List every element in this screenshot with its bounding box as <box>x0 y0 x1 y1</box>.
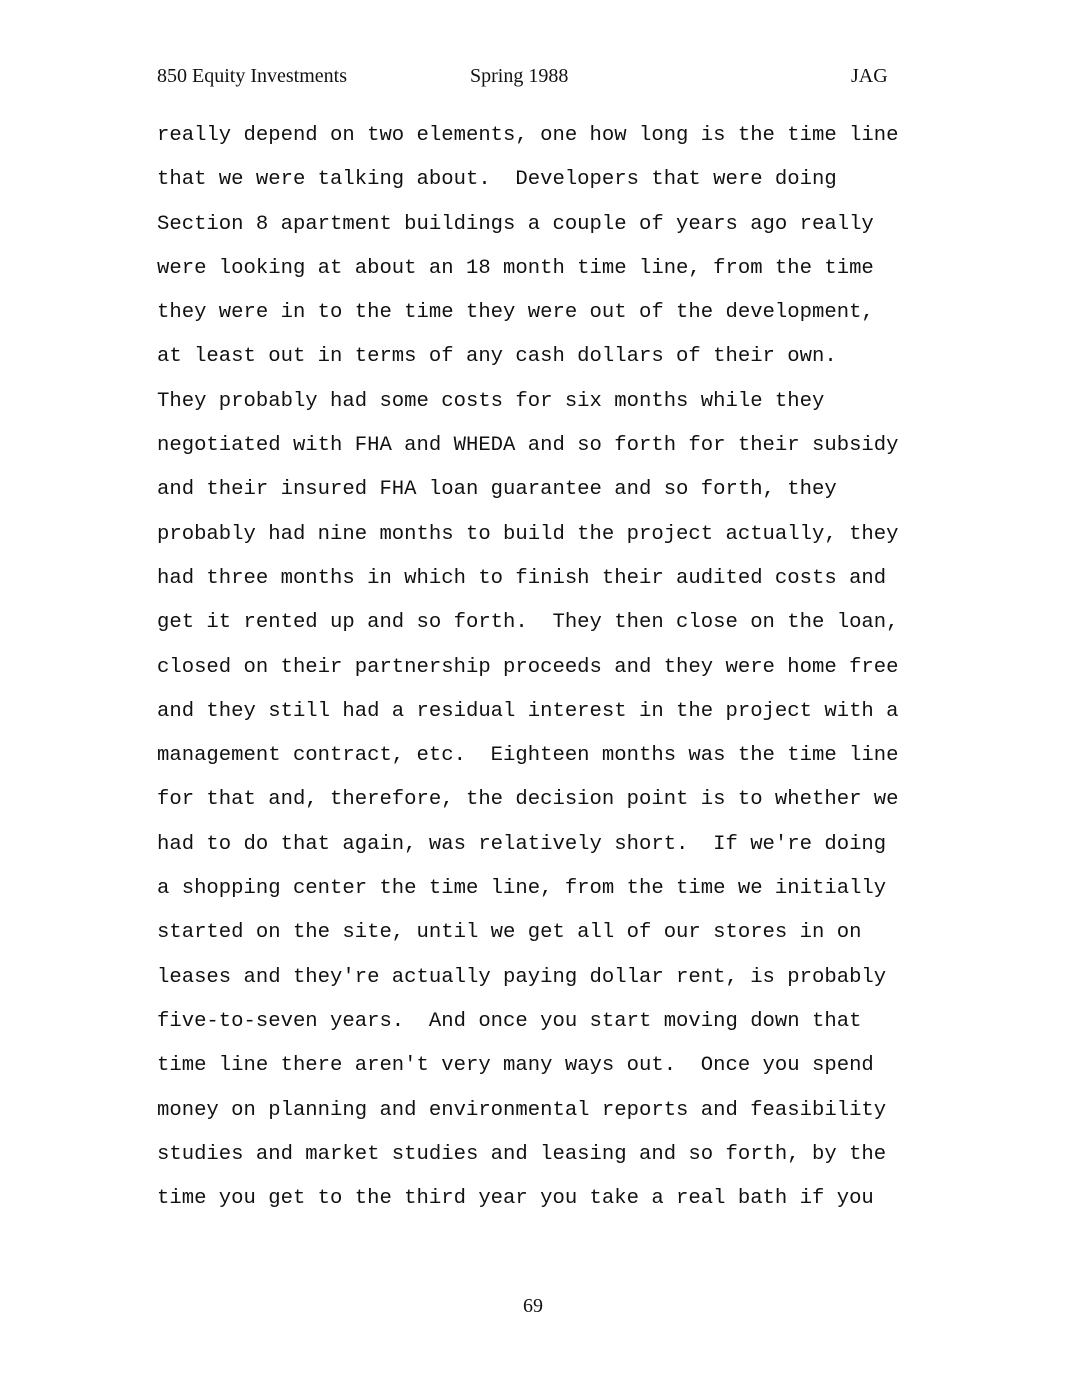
page-number: 69 <box>523 1295 543 1317</box>
header-term: Spring 1988 <box>470 65 569 87</box>
text-line: time line there aren't very many ways out. Once you spend <box>157 1054 874 1078</box>
text-line: and they still had a residual interest in the project with a <box>157 699 899 723</box>
text-line: they were in to the time they were out of the development, <box>157 301 874 325</box>
text-line: closed on their partnership proceeds and they were home free <box>157 655 899 679</box>
text-line: had three months in which to finish their audited costs and <box>157 566 887 590</box>
transcript-body <box>157 114 937 1221</box>
text-line: a shopping center the time line, from the time we initially <box>157 877 887 901</box>
text-line: for that and, therefore, the decision point is to whether we <box>157 788 899 812</box>
text-line: negotiated with FHA and WHEDA and so forth for their subsidy <box>157 434 899 458</box>
text-line: and their insured FHA loan guarantee and so forth, they <box>157 478 837 502</box>
text-line: were looking at about an 18 month time line, from the time <box>157 256 874 280</box>
text-line: that we were talking about. Developers that were doing <box>157 168 837 192</box>
text-line: at least out in terms of any cash dollars of their own. <box>157 345 837 369</box>
text-line: leases and they're actually paying dollar rent, is probably <box>157 965 887 989</box>
page-header <box>0 62 1066 90</box>
text-line: management contract, etc. Eighteen months was the time line <box>157 744 899 768</box>
text-line: studies and market studies and leasing and so forth, by the <box>157 1142 887 1166</box>
text-line: money on planning and environmental reports and feasibility <box>157 1098 887 1122</box>
text-line: get it rented up and so forth. They then close on the loan, <box>157 611 899 635</box>
text-line: five-to-seven years. And once you start moving down that <box>157 1009 862 1033</box>
text-line: really depend on two elements, one how long is the time line <box>157 124 899 147</box>
text-line: time you get to the third year you take a real bath if you <box>157 1187 874 1211</box>
header-initials: JAG <box>851 65 888 87</box>
text-line: probably had nine months to build the project actually, they <box>157 522 899 546</box>
text-line: They probably had some costs for six months while they <box>157 389 825 413</box>
header-course: 850 Equity Investments <box>157 65 347 87</box>
text-line: had to do that again, was relatively short. If we're doing <box>157 832 887 856</box>
text-line: started on the site, until we get all of our stores in on <box>157 921 862 945</box>
text-line: Section 8 apartment buildings a couple of years ago really <box>157 212 874 236</box>
